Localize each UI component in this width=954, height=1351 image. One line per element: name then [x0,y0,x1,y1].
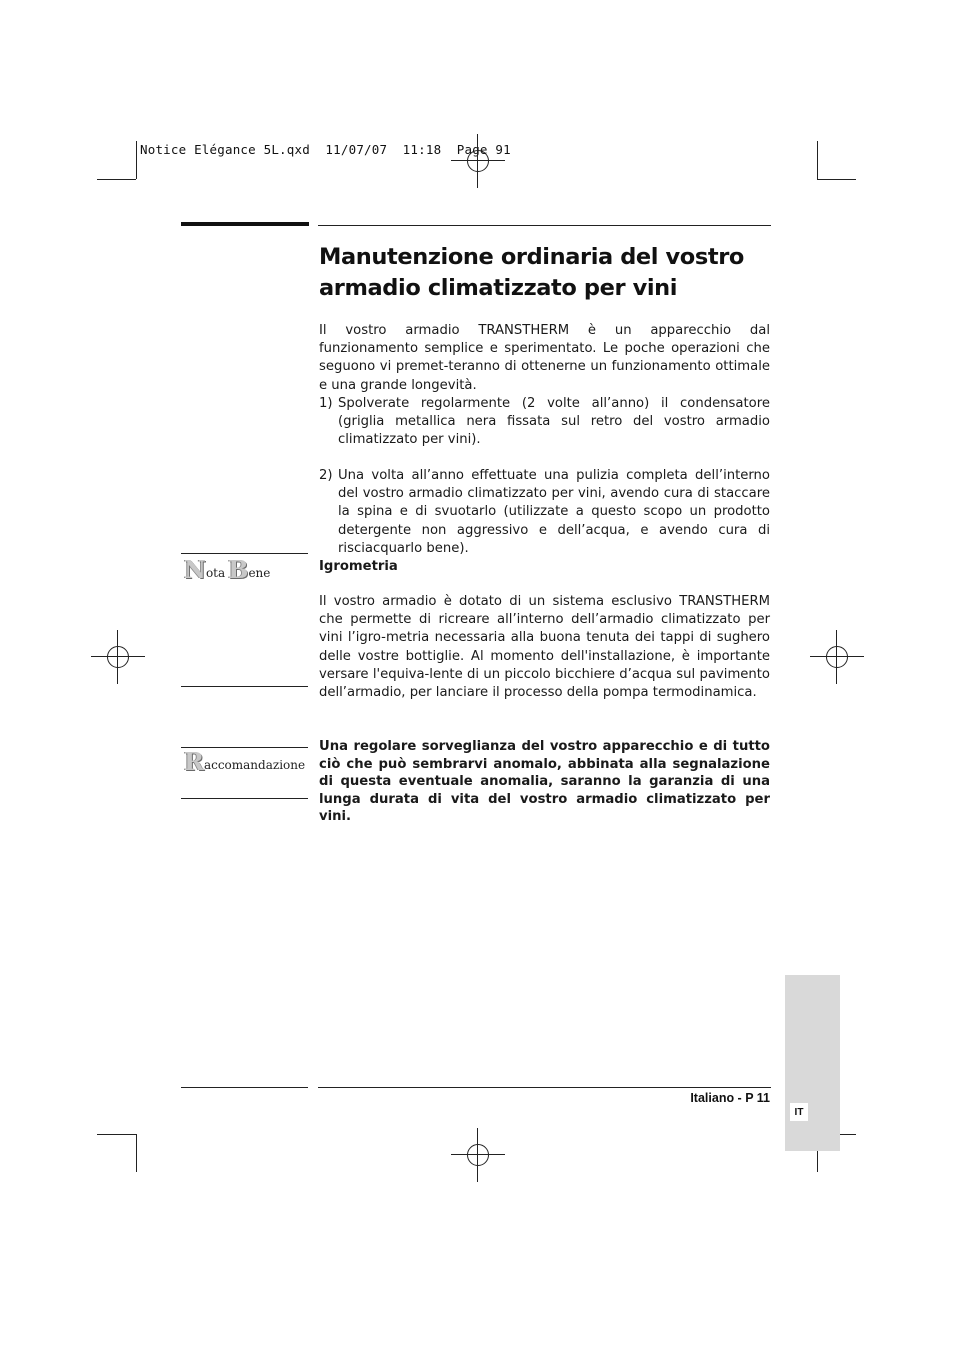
raccomandazione-paragraph: Una regolare sorveglianza del vostro apparecchio e di tutto ciò che può sembrarvi anomalo, abbinata alla segnalazione di questa eventuale anomalia, saranno la garanzia di una lunga durata di vita del vostro armadio climatizzato per vini. [319,739,770,824]
header-thin-rule [318,225,771,226]
list-item-text: Spolverate regolarmente (2 volte all’anno) il condensatore (griglia metallica nera fissata sul retro del vostro armadio climatizzato per vini). [338,396,770,448]
raccomandazione-bottom-rule [181,798,308,799]
intro-paragraph: Il vostro armadio TRANSTHERM è un apparecchio dal funzionamento semplice e sperimentato. Le poche operazioni che seguono vi premet-teranno di ottenerne un funzionamento ottimale e una grande longevità. [319,323,770,393]
registration-mark-icon [105,644,131,670]
footer-page-label: Italiano - P 11 [690,1091,770,1105]
list-item-number: 2) [319,468,333,483]
list-item-text: Una volta all’anno effettuate una pulizia completa dell’interno del vostro armadio climatizzato per vini, avendo cura di staccare la spina e di svuotarlo (utilizzate a questo scopo un prodotto detergente non aggressivo e dell’acqua, e avendo cura di risciacquarlo bene). [338,468,770,556]
nota-bene-ota: ota [205,566,226,580]
registration-mark-icon [824,644,850,670]
raccomandazione-label [184,747,306,776]
raccomandazione-rest: accomandazione [203,758,306,772]
nota-bene-top-rule [181,553,308,554]
raccomandazione-initial-r: R [184,747,204,776]
list-item-number: 1) [319,396,333,411]
nota-bene-ene: ene [248,566,271,580]
nota-bene-label [184,555,271,584]
igrometria-paragraph: Il vostro armadio è dotato di un sistema esclusivo TRANSTHERM che permette di ricreare all’interno dell’armadio climatizzato per vini l’igro-metria necessaria alla buona tenuta dei tappi di sughero delle vostre bottiglie. Al momento dell'installazione, è importante versare l'equiva-lente di un piccolo bicchiere d’acqua sul pavimento dell’armadio, per lanciare il processo della pompa termodinamica. [319,594,770,701]
header-thick-rule [181,222,309,226]
list-item [319,395,770,450]
registration-mark-icon [465,1142,491,1168]
nota-bene-bottom-rule [181,686,308,687]
nota-bene-initial-n: N [184,555,206,584]
footer-right-rule [318,1087,771,1088]
list-item [319,467,770,558]
slug-line: Notice Elégance 5L.qxd 11/07/07 11:18 Page 91 [140,142,511,157]
nota-bene-initial-b: B [228,555,249,584]
section-heading-igrometria: Igrometria [319,559,398,574]
language-tab-label: IT [790,1103,808,1121]
footer-left-rule [181,1087,308,1088]
registration-mark-icon [465,148,491,174]
page-title: Manutenzione ordinaria del vostro armadio climatizzato per vini [319,244,744,301]
language-side-tab [785,975,840,1151]
